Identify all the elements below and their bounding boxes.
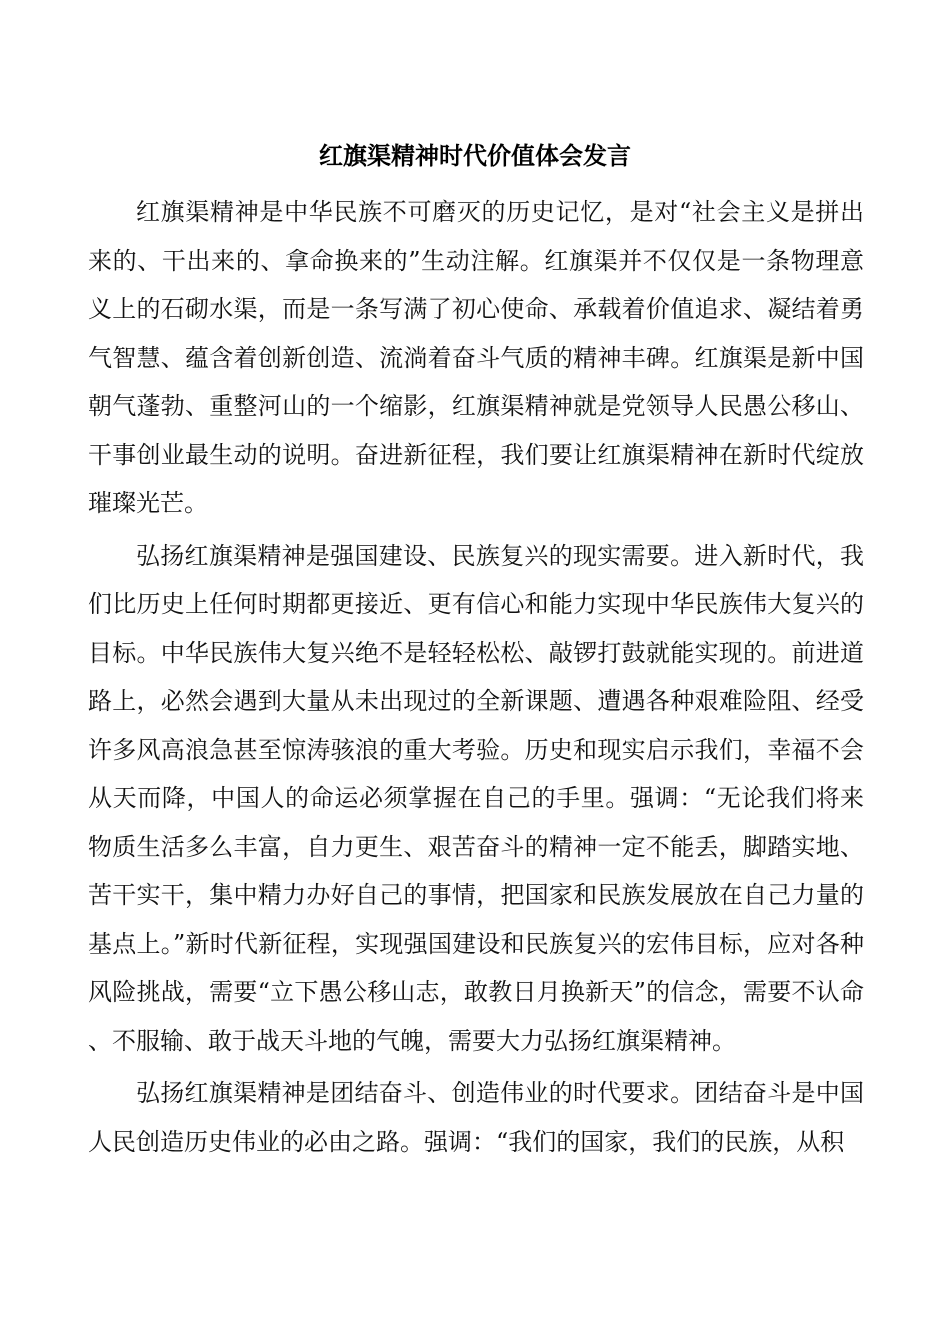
document-body [88,188,864,1167]
paragraph-2: 弘扬红旗渠精神是强国建设、民族复兴的现实需要。进入新时代，我们比历史上任何时期都更接近、更有信心和能力实现中华民族伟大复兴的目标。中华民族伟大复兴绝不是轻轻松松、敲锣打鼓就能实现的。前进道路上，必然会遇到大量从未出现过的全新课题、遭遇各种艰难险阻、经受许多风高浪急甚至惊涛骇浪的重大考验。历史和现实启示我们，幸福不会从天而降，中国人的命运必须掌握在自己的手里。强调：“无论我们将来物质生活多么丰富，自力更生、艰苦奋斗的精神一定不能丢，脚踏实地、苦干实干，集中精力办好自己的事情，把国家和民族发展放在自己力量的基点上。”新时代新征程，实现强国建设和民族复兴的宏伟目标，应对各种风险挑战，需要“立下愚公移山志，敢教日月换新天”的信念，需要不认命、不服输、敢于战天斗地的气魄，需要大力弘扬红旗渠精神。 [88,541,864,1055]
paragraph-1: 红旗渠精神是中华民族不可磨灭的历史记忆，是对“社会主义是拼出来的、干出来的、拿命换来的”生动注解。红旗渠并不仅仅是一条物理意义上的石砌水渠，而是一条写满了初心使命、承载着价值追求、凝结着勇气智慧、蕴含着创新创造、流淌着奋斗气质的精神丰碑。红旗渠是新中国朝气蓬勃、重整河山的一个缩影，红旗渠精神就是党领导人民愚公移山、干事创业最生动的说明。奋进新征程，我们要让红旗渠精神在新时代绽放璀璨光芒。 [88,198,864,517]
document-title: 红旗渠精神时代价值体会发言 [319,142,631,170]
paragraph-3: 弘扬红旗渠精神是团结奋斗、创造伟业的时代要求。团结奋斗是中国人民创造历史伟业的必由之路。强调：“我们的国家，我们的民族，从积 [88,1079,864,1156]
